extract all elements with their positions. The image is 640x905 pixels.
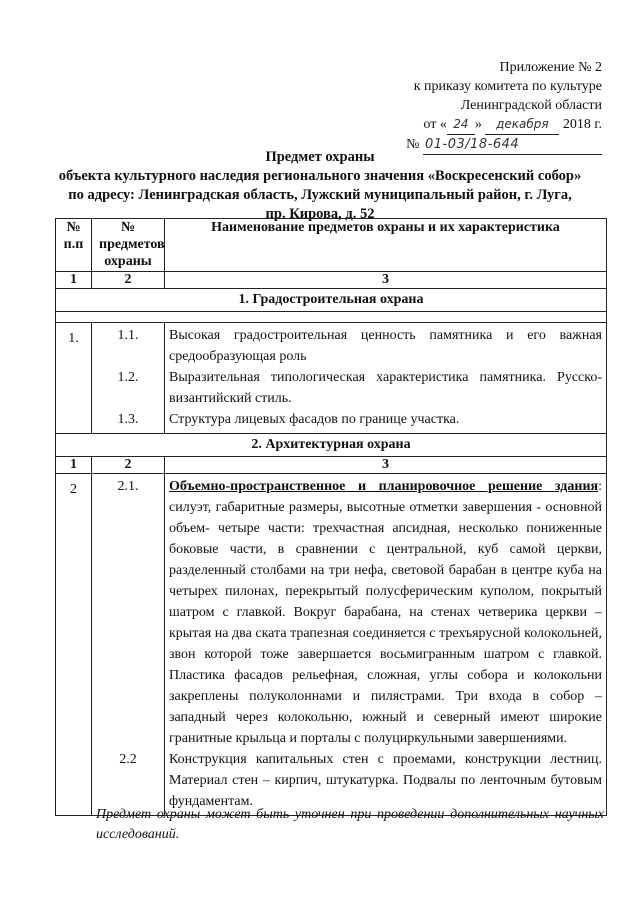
section-2-descriptions [165,474,607,816]
colnum-1b: 1 [56,457,92,474]
title-line-2: объекта культурного наследия регионального значения «Воскресенский собор» [58,168,582,184]
number-prefix: № [406,137,420,152]
protection-table [55,218,607,816]
document-title [30,148,610,224]
appendix-date [406,115,602,135]
section-1-subnumbers [92,323,165,434]
appendix-region: Ленинградской области [460,98,602,113]
item-2-2-text: Конструкция капитальных стен с проемами, конструкции лестниц. Материал стен – кирпич, штукатурка. Подвалы по ленточным бутовым фундаментам. [169,752,602,809]
section-2-title: 2. Архитектурная охрана [56,434,607,457]
sub-1-2: 1.2. [117,370,139,385]
sub-1-3: 1.3. [117,412,139,427]
colnum-3: 3 [165,272,607,289]
title-line-1: Предмет охраны [265,149,375,165]
column-numbers-row-2 [56,457,607,474]
colnum-3b: 3 [165,457,607,474]
footnote: Предмет охраны может быть уточнен при проведении дополнительных научных исследований. [96,807,604,842]
date-prefix: от « [423,117,447,132]
header-col-1: № п.п [56,219,92,272]
section-1-body-row [56,323,607,434]
section-2-body-row [56,474,607,816]
colnum-1: 1 [56,272,92,289]
section-1-title-row [56,289,607,312]
date-year: 2018 г. [562,117,602,132]
section-2-title-row [56,434,607,457]
column-numbers-row [56,272,607,289]
handwritten-day: 24 [447,115,475,135]
item-1-2-text: Выразительная типологическая характеристика памятника. Русско-византийский стиль. [169,370,602,406]
item-2-1-body: : силуэт, габаритные размеры, высотные отметки завершения - основной объем- четыре части: трехчастная апсидная, несколько пониженные боковые части, в сравнении с центральной, куб самой церкви, разделенный столбами на три нефа, световой барабан в центре куба на четырех пилонах, перекрытый полусферическим куполом, покрытый шатром с главкой. Вокруг барабана, на стенах четверика церкви – крытая на два ската трапезная соединяется с трехъярусной колокольней, звон которой тоже завершается восьмигранным шатром с главкой. Пластика фасадов рельефная, сложная, углы собора и колокольни закреплены полуколоннами и пилястрами. Три входа в собор – западный через колокольню, южный и северный имеют широкие гранитные крыльца и порталы с полуциркульными завершениями. [169,479,602,746]
item-2-1-lead: Объемно-пространственное и планировочное решение здания [169,479,599,494]
header-col-2: № предметов охраны [92,219,165,272]
header-col-3: Наименование предметов охраны и их характеристика [165,219,607,272]
item-1-3-text: Структура лицевых фасадов по границе участка. [169,412,460,427]
section-2-subnumbers [92,474,165,816]
section-1-title: 1. Градостроительная охрана [56,289,607,312]
date-mid: » [474,117,482,132]
sub-2-1: 2.1. [117,479,139,494]
table-header-row [56,219,607,272]
appendix-order-ref: к приказу комитета по культуре [413,79,602,94]
section-2-number: 2 [56,474,92,816]
section-1-descriptions [165,323,607,434]
sub-2-2: 2.2 [119,752,137,767]
title-line-4: пр. Кирова, д. 52 [265,206,375,222]
handwritten-month: декабря [485,115,559,135]
spacer-row [56,312,607,323]
colnum-2b: 2 [92,457,165,474]
appendix-block [406,58,602,155]
item-1-1-text: Высокая градостроительная ценность памятника и его важная средообразующая роль [169,328,602,364]
appendix-title: Приложение № 2 [499,60,602,75]
colnum-2: 2 [92,272,165,289]
handwritten-number: 01-03/18-644 [423,135,602,155]
title-line-3: по адресу: Ленинградская область, Лужский муниципальный район, г. Луга, [68,187,572,203]
sub-1-1: 1.1. [117,328,139,343]
item-2-1-text [169,476,602,749]
section-1-number: 1. [56,323,92,434]
